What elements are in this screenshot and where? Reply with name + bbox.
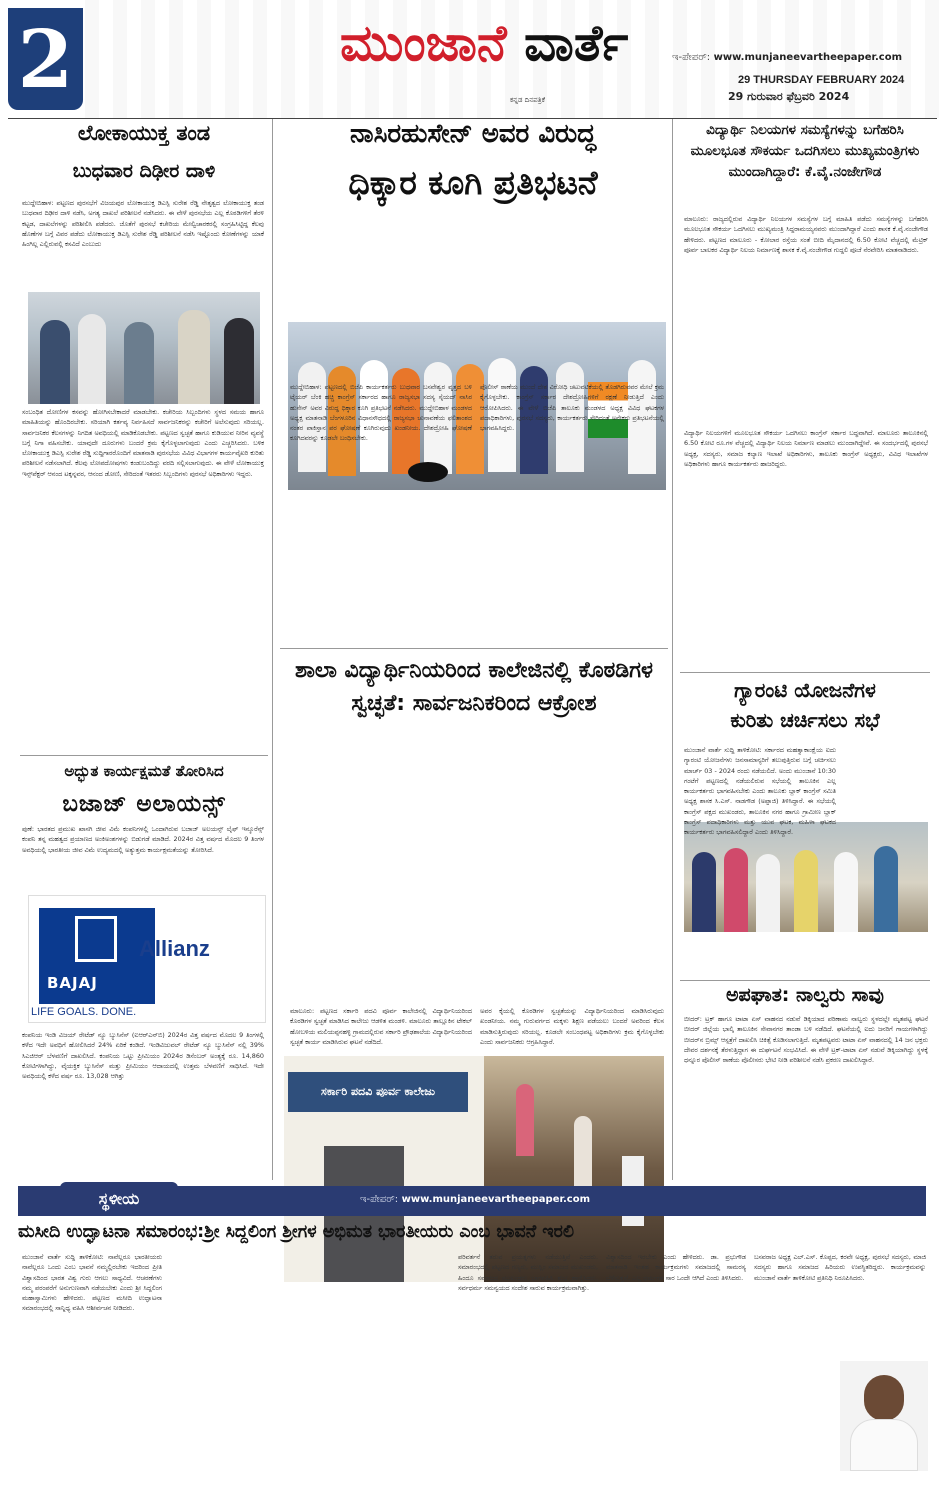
hostel-body-1: ಮಾಲೂರು: ರಾಜ್ಯದಲ್ಲಿರುವ ವಿದ್ಯಾರ್ಥಿ ನಿಲಯಗಳ ಸಮಸ್ಯೆಗಳ ಬಗ್ಗೆ ಮಾಹಿತಿ ಪಡೆದು ಸಮಸ್ಯೆಗಳನ್ನು ಬಗೆಹರಿಸಿ ಮೂಲಭೂತ ಸೌಕರ್ಯ ಒದಗಿಸಲು ಮುಖ್ಯಮಂತ್ರಿ ಸಿದ್ದರಾಮಯ್ಯನವರು ಮುಂದಾಗಿದ್ದಾರೆ ಎಂದು ಶಾಸಕ ಕೆ.ವೈ.ನಂಜೇಗೌಡ ಹೇಳಿದರು. ಪಟ್ಟಣದ ಮಾಲೂರು - ಕೋಲಾರ ರಸ್ತೆಯ ಸಂತೆ ಬೀದಿ ಮೈದಾನದಲ್ಲಿ 6.50 ಕೋಟಿ ವೆಚ್ಚದಲ್ಲಿ ಮೆಟ್ರಿಕ್ ಪೂರ್ವ ಬಾಲಕರ ವಿದ್ಯಾರ್ಥಿ ನಿಲಯ ನಿರ್ಮಾಣಕ್ಕೆ ಶಾಸಕ ಕೆ.ವೈ.ನಂಜೇಗೌಡ ಗುದ್ದಲಿ ಪೂಜೆ ನೆರವೇರಿಸಿ ಮಾತನಾಡಿದರು. [684,215,928,254]
bajaj-allianz-ad [28,895,266,1023]
lokayukta-body-2: ಸಂಬಂಧಿತ ದೋಣಿಗಳ ಕಸವನ್ನು ಹೋಗಿಸಬೇಕಾದರೆ ಮಾಡಬೇಕು. ಕಚೇರಿಯ ಸಿಬ್ಬಂದಿಗಳು ಸ್ಥಳದ ಸಮಯ ಹಾಗೂ ಮಾಹಿತಿಯನ್ನು ಹೊಂದಿರಬೇಕು. ಸರಿಯಾಗಿ ಕರ್ತವ್ಯ ನಿರ್ವಹಿಸದೆ ಸಾರ್ವಜನಿಕರನ್ನು ಕಚೇರಿಗೆ ಅಲೆಸುವುದು ಸರಿಯಲ್ಲ. ಸಾರ್ವಜನಿಕರ ಕೆಲಸಗಳನ್ನು ನಿಗದಿತ ಅವಧಿಯಲ್ಲಿ ಮಾಡಿಕೊಡಬೇಕು. ಪಟ್ಟಣದ ಸ್ವಚ್ಛತೆ ಹಾಗೂ ಕುಡಿಯುವ ನೀರಿನ ವ್ಯವಸ್ಥೆ ಬಗ್ಗೆ ನಿಗಾ ವಹಿಸಬೇಕು. ಯಾವುದೇ ದೂರುಗಳು ಬಂದರೆ ಕ್ರಮ ಕೈಗೊಳ್ಳಲಾಗುವುದು ಎಂದು ಎಚ್ಚರಿಸಿದರು. ಬಳಿಕ ಲೋಕಾಯುಕ್ತ ಡಿಎಸ್ಪಿ ಸುರೇಶ ರೆಡ್ಡಿ ಸುದ್ದಿಗಾರರೊಂದಿಗೆ ಮಾತನಾಡಿ ಪುರಸಭೆಯ ವಿವಿಧ ವಿಭಾಗಗಳ ಕಾರ್ಯವೈಖರಿ ಕುರಿತು ಪರಿಶೀಲನೆ ನಡೆಸಲಾಗಿದೆ. ಕೆಲವು ಲೋಪದೋಷಗಳು ಕಂಡುಬಂದಿದ್ದು ವರದಿ ಸಲ್ಲಿಸಲಾಗುವುದು. ಈ ವೇಳೆ ಲೋಕಾಯುಕ್ತ ಇನ್ಸ್‌ಪೆಕ್ಟರ್ ಆನಂದ ಟಕ್ಕನ್ನವರ, ಆನಂದ ಡೋಣಿ, ಸೇರಿದಂತೆ ಇತರರು ಸಿಬ್ಬಂದಿಗಳು ಪುರಸಭೆ ಅಧಿಕಾರಿಗಳು ಇದ್ದರು. [22,408,264,478]
local-section-tab: ಸ್ಥಳೀಯ [60,1182,178,1216]
nasir-headline-2: ಧಿಕ್ಕಾರ ಕೂಗಿ ಪ್ರತಿಭಟನೆ [348,163,598,202]
epaper-url[interactable]: www.munjaneevartheepaper.com [713,52,903,63]
title-red: ಮುಂಜಾನೆ [340,13,507,72]
epaper-label: ಇ-ಪೇಪರ್: [672,52,711,63]
guarantee-body: ಮುಂಜಾನೆ ವಾರ್ತೆ ಸುದ್ದಿ ತಾಳಿಕೋಟಿ: ಸರ್ಕಾರದ ಮಹತ್ವಾಕಾಂಕ್ಷೆಯ ಐದು ಗ್ಯಾರಂಟಿ ಯೋಜನೆಗಳು ಜನಸಾಮಾನ್ಯರಿಗೆ ತಲುಪುತ್ತಿರುವ ಬಗ್ಗೆ ಚರ್ಚಿಸಲು ಮಾರ್ಚ್ 03 - 2024 ರಂದು ನಡೆಯಲಿದೆ. ಅಂದು ಮುಂಜಾನೆ 10:30 ಗಂಟೆಗೆ ಪಟ್ಟಣದಲ್ಲಿ ನಡೆಯಲಿರುವ ಸಭೆಯಲ್ಲಿ ತಾಲೂಕಿನ ಎಲ್ಲ ಕಾರ್ಯಕರ್ತರು ಭಾಗವಹಿಸಬೇಕು ಎಂದು ತಾಲೂಕು ಬ್ಲಾಕ್ ಕಾಂಗ್ರೆಸ್ ಸಮಿತಿ ಅಧ್ಯಕ್ಷ ಶಾಸಕ ಸಿ.ಎಸ್. ನಾಡಗೌಡ (ಅಪ್ಪಾಜಿ) ತಿಳಿಸಿದ್ದಾರೆ. ಈ ಸಭೆಯಲ್ಲಿ ಕಾಂಗ್ರೆಸ್ ಪಕ್ಷದ ಮುಖಂಡರು, ತಾಲೂಕಿನ ನಗರ ಹಾಗೂ ಗ್ರಾಮೀಣ ಬ್ಲಾಕ್ ಕಾಂಗ್ರೆಸ್ ಪದಾಧಿಕಾರಿಗಳು ಮತ್ತು ಯುವ ಘಟಕ, ಮಹಿಳಾ ಘಟಕದ ಕಾರ್ಯಕರ್ತರು ಭಾಗವಹಿಸಲಿದ್ದಾರೆ ಎಂದು ತಿಳಿಸಿದ್ದಾರೆ. [684,746,836,836]
local-col-3: ವಿಶ್ವಾಸದಿಂದ ಇರಬೇಕು ಎಂದು ಹೇಳಿದರು. ಡಾ. ಪ್ರಭುಗೌಡ ಮಾತನಾಡಿ ಇಂತಹ ಕಾರ್ಯಕ್ರಮಗಳು ಸಮಾಜದಲ್ಲಿ ಸಾಮರಸ್ಯ ಬೆಳೆಸುತ್ತವೆ. ಎಲ್ಲ ಧರ್ಮಗಳ ಸಾರ ಒಂದೇ ಆಗಿದೆ ಎಂದು ತಿಳಿಸಿದರು. [606,1253,746,1282]
local-col-1: ಮುಂಜಾನೆ ವಾರ್ತೆ ಸುದ್ದಿ ತಾಳಿಕೋಟಿ: ನಾವೆಲ್ಲರೂ ಭಾರತೀಯರು ನಾವೆಲ್ಲರೂ ಒಂದು ಎಂಬ ಭಾವನೆ ನಮ್ಮಲ್ಲಿರಬೇಕು ಇದರಿಂದ ಪ್ರೀತಿ ವಿಶ್ವಾಸದಿಂದ ಭಾರತ ವಿಶ್ವ ಗುರು ಆಗಲು ಸಾಧ್ಯವಿದೆ. ಆಚರಣೆಗಳು ನಮ್ಮ ಪರಂಪರೆಗೆ ಅನುಗುಣವಾಗಿ ನಡೆಯಬೇಕು ಎಂದು ಶ್ರೀ ಸಿದ್ದಲಿಂಗ ಮಹಾಸ್ವಾಮಿಗಳು ಹೇಳಿದರು. ಪಟ್ಟಣದ ಮಸೀದಿ ಉದ್ಘಾಟನಾ ಸಮಾರಂಭದಲ್ಲಿ ಸಾನ್ನಿಧ್ಯ ವಹಿಸಿ ಆಶೀರ್ವಚನ ನೀಡಿದರು. [22,1253,162,1313]
hostel-body-2: ವಿದ್ಯಾರ್ಥಿ ನಿಲಯಗಳಿಗೆ ಮೂಲಭೂತ ಸೌಕರ್ಯ ಒದಗಿಸಲು ಕಾಂಗ್ರೆಸ್ ಸರ್ಕಾರ ಬದ್ಧವಾಗಿದೆ. ಮಾಲೂರು ತಾಲೂಕಿನಲ್ಲಿ 6.50 ಕೋಟಿ ರೂ.ಗಳ ವೆಚ್ಚದಲ್ಲಿ ವಿದ್ಯಾರ್ಥಿ ನಿಲಯ ನಿರ್ಮಾಣ ಮಾಡಲು ಮುಂದಾಗಿದ್ದೇವೆ. ಈ ಸಂದರ್ಭದಲ್ಲಿ ಪುರಸಭೆ ಅಧ್ಯಕ್ಷ, ಸದಸ್ಯರು, ಸಮಾಜ ಕಲ್ಯಾಣ ಇಲಾಖೆ ಅಧಿಕಾರಿಗಳು, ತಾಲೂಕು ಕಾಂಗ್ರೆಸ್ ಅಧ್ಯಕ್ಷರು, ವಿವಿಧ ಇಲಾಖೆಗಳ ಅಧಿಕಾರಿಗಳು ಹಾಗೂ ಕಾರ್ಯಕರ್ತರು ಹಾಜರಿದ್ದರು. [684,429,928,468]
guarantee-headline-1: ಗ್ಯಾರಂಟಿ ಯೋಜನೆಗಳ [734,678,876,702]
column-rule [672,118,673,1180]
nasir-body-1: ಮುದ್ದೇಬಿಹಾಳ: ಪಟ್ಟಣದಲ್ಲಿ ಬಿಜೆಪಿ ಕಾರ್ಯಕರ್ತರು ಬುಧವಾರ ಬಸವೇಶ್ವರ ವೃತ್ತದ ಬಳಿ ಟೈಯರ್ ಬೆಂಕಿ ಹಚ್ಚಿ ಕಾಂಗ್ರೆಸ್ ಸರ್ಕಾರದ ಹಾಗೂ ರಾಜ್ಯಸಭಾ ಸದಸ್ಯ ಸೈಯದ್ ನಾಸಿರ ಹುಸೇನ್ ಅವರ ವಿರುದ್ಧ ಧಿಕ್ಕಾರ ಕೂಗಿ ಪ್ರತಿಭಟನೆ ನಡೆಸಿದರು. ಮುದ್ದೇಬಿಹಾಳ ಮಂಡಳದ ಅಧ್ಯಕ್ಷ ಮಾತನಾಡಿ ಬೆಂಗಳೂರಿನ ವಿಧಾನಸೌಧದಲ್ಲಿ ರಾಜ್ಯಸಭಾ ಚುನಾವಣೆಯ ಫಲಿತಾಂಶದ ನಂತರ ಪಾಕಿಸ್ತಾನ ಪರ ಘೋಷಣೆ ಕೂಗಿರುವುದು ಖಂಡನೀಯ. ದೇಶದ್ರೋಹಿ ಘೋಷಣೆ ಕೂಗಿದವರನ್ನು ಕೂಡಲೇ ಬಂಧಿಸಬೇಕು. [290,383,472,443]
tagline: ಕನ್ನಡ ದಿನಪತ್ರಿಕೆ [510,96,546,104]
title-black: ವಾರ್ತೆ [524,13,629,72]
newspaper-title [340,13,629,72]
allianz-logo: Allianz [139,936,210,961]
local-headline: ಮಸೀದಿ ಉದ್ಘಾಟನಾ ಸಮಾರಂಭ:ಶ್ರೀ ಸಿದ್ದಲಿಂಗ ಶ್ರೀಗಳ ಅಭಿಮತ ಭಾರತೀಯರು ಎಂಬ ಭಾವನೆ ಇರಲಿ [18,1222,575,1242]
bajaj-body-1: ಪುಣೆ: ಭಾರತದ ಪ್ರಮುಖ ಖಾಸಗಿ ಜೀವ ವಿಮೆ ಕಂಪನಿಗಳಲ್ಲಿ ಒಂದಾಗಿರುವ ಬಜಾಜ್ ಅಲಯನ್ಸ್ ಲೈಫ್ ಇನ್ಶೂರೆನ್ಸ್ ಕಂಪನಿ ತನ್ನ ಮಹತ್ವದ ಪ್ರಯಾಣದ ಅಂಕಿಅಂಶಗಳನ್ನು ಬಿಡುಗಡೆ ಮಾಡಿದೆ. 2024ರ ವಿತ್ತ ವರ್ಷದ ಮೊದಲ 9 ತಿಂಗಳ ಅವಧಿಯಲ್ಲಿ ಭಾರತೀಯ ಜೀವ ವಿಮೆ ಉದ್ಯಮದಲ್ಲಿ ಅತ್ಯುತ್ತಮ ಕಾರ್ಯಕ್ಷಮತೆಯನ್ನು ತೋರಿಸಿದೆ. [22,825,264,854]
school-body-2: ಅವರ ಕೈಯಲ್ಲಿ ಕೊಠಡಿಗಳ ಸ್ವಚ್ಛತೆಯನ್ನು ವಿದ್ಯಾರ್ಥಿನಿಯರಿಂದ ಮಾಡಿಸಿರುವುದು ಖಂಡನೀಯ. ನಮ್ಮ ಗುರುವರ್ಗದ ಮಕ್ಕಳು ಶಿಕ್ಷಣ ಪಡೆಯಲು ಬಂದರೆ ಅವರಿಂದ ಕೆಲಸ ಮಾಡಿಸುತ್ತಿರುವುದು ಸರಿಯಲ್ಲ. ಕೂಡಲೇ ಸಂಬಂಧಪಟ್ಟ ಅಧಿಕಾರಿಗಳು ಕ್ರಮ ಕೈಗೊಳ್ಳಬೇಕು ಎಂದು ಸಾರ್ವಜನಿಕರು ಆಗ್ರಹಿಸಿದ್ದಾರೆ. [480,1007,664,1046]
local-col-2: ಪರಿವರ್ತನೆ ತರುವ ಪ್ರಯತ್ನಗಳು ನಡೆಯುತ್ತಿವೆ ಎಂದರು. ಸಮಾರಂಭದಲ್ಲಿ ಪಟ್ಟಣದ ಗಣ್ಯರು, ಮುಸ್ಲಿಂ ಸಮಾಜದ ಮುಖಂಡರು, ಹಿಂದೂ ಸಮಾಜದ ಮುಖಂಡರು ಭಾಗವಹಿಸಿ ಶುಭ ಹಾರೈಸಿದರು. ಸರ್ವಧರ್ಮ ಸಮನ್ವಯದ ಸಂದೇಶ ಸಾರುವ ಕಾರ್ಯಕ್ರಮವಾಗಿತ್ತು. [458,1253,598,1292]
local-epaper-url[interactable]: www.munjaneevartheepaper.com [401,1194,591,1205]
epaper-info [672,52,902,63]
bajaj-word: BAJAJ [47,974,98,992]
local-epaper-label: ಇ-ಪೇಪರ್: [360,1194,399,1205]
local-epaper-info [360,1194,590,1205]
lokayukta-headline-1: ಲೋಕಾಯುಕ್ತ ತಂಡ [77,121,211,145]
bajaj-headline-2: ಬಜಾಜ್ ಅಲಾಯನ್ಸ್ [62,791,226,817]
school-headline: ಶಾಲಾ ವಿದ್ಯಾರ್ಥಿನಿಯರಿಂದ ಕಾಲೇಜಿನಲ್ಲಿ ಕೊಠಡಿಗಳ ಸ್ವಚ್ಛತೆ: ಸಾರ್ವಜನಿಕರಿಂದ ಆಕ್ರೋಶ [295,658,653,716]
guarantee-headline-2: ಕುರಿತು ಚರ್ಚಿಸಲು ಸಭೆ [730,708,880,732]
date-english: 29 THURSDAY FEBRUARY 2024 [738,74,905,86]
guarantee-body-continued [684,857,928,977]
local-col-4: ಬಸವರಾಜ ಅಧ್ಯಕ್ಷ ಎಲ್.ಎಸ್. ಕೊಪ್ಪದ, ಕರವೇ ಅಧ್ಯಕ್ಷ, ಪುರಸಭೆ ಸದಸ್ಯರು, ಮಾಜಿ ಸದಸ್ಯರು ಹಾಗೂ ಸಮಾಜದ ಹಿರಿಯರು ಉಪಸ್ಥಿತರಿದ್ದರು. ಕಾರ್ಯಕ್ರಮವನ್ನು ಮುಂಜಾನೆ ವಾರ್ತೆ ತಾಳಿಕೋಟಿ ಪ್ರತಿನಿಧಿ ನಿರೂಪಿಸಿದರು. [754,1253,926,1282]
nasir-body-2: ಪೊಲೀಸ್ ಠಾಣೆಯ ಮುಂದೆ ದೇಶ ವಿರೋಧಿ ಚಟುವಟಿಕೆಯಲ್ಲಿ ತೊಡಗಿರುವವರ ಮೇಲೆ ಕ್ರಮ ಕೈಗೊಳ್ಳಬೇಕು. ಕಾಂಗ್ರೆಸ್ ಸರ್ಕಾರ ದೇಶದ್ರೋಹಿಗಳಿಗೆ ರಕ್ಷಣೆ ನೀಡುತ್ತಿದೆ ಎಂದು ಆರೋಪಿಸಿದರು. ಈ ವೇಳೆ ಬಿಜೆಪಿ ತಾಲೂಕು ಮಂಡಳದ ಅಧ್ಯಕ್ಷ ವಿವಿಧ ಘಟಕಗಳ ಪದಾಧಿಕಾರಿಗಳು, ಪುರಸಭೆ ಸದಸ್ಯರು, ಕಾರ್ಯಕರ್ತರು ಸೇರಿದಂತೆ ಅನೇಕರು ಪ್ರತಿಭಟನೆಯಲ್ಲಿ ಭಾಗವಹಿಸಿದ್ದರು. [480,383,664,432]
date-kannada: 29 ಗುರುವಾರ ಫೆಬ್ರವರಿ 2024 [728,90,850,103]
nasir-headline-1: ನಾಸಿರಹುಸೇನ್ ಅವರ ವಿರುದ್ಧ [349,119,597,149]
lokayukta-body-1: ಮುದ್ದೇಬಿಹಾಳ: ಪಟ್ಟಣದ ಪುರಸಭೆಗೆ ವಿಜಯಪುರ ಲೋಕಾಯುಕ್ತ ಡಿಎಸ್ಪಿ ಸುರೇಶ ರೆಡ್ಡಿ ನೇತೃತ್ವದ ಲೋಕಾಯುಕ್ತ ತಂಡ ಬುಧವಾರ ದಿಢೀರ ದಾಳಿ ನಡೆಸಿ, ಅಗತ್ಯ ದಾಖಲೆ ಪರಿಶೀಲನೆ ನಡೆಸಿದರು. ಈ ವೇಳೆ ಪುರಸಭೆಯ ಎಲ್ಲ ಕೊಠಡಿಗಳಿಗೆ ತೆರಳಿ ಕಟ್ಟಡ, ದಾಖಲೆಗಳನ್ನು ಪರಿಶೀಲಿಸಿ ಪಡೆದರು. ಜೊತೆಗೆ ಪುರಸಭೆ ಕಚೇರಿಯ ಮೇಲ್ವಿಚಾರಕರಲ್ಲಿ ಸಂಗ್ರಹಿಸಿಟ್ಟಿದ್ದ ಕೆಲವು ಹೊಣೆಗಳ ಬಗ್ಗೆ ವಿವರ ಪಡೆದು ಲೋಕಾಯುಕ್ತ ಡಿಎಸ್ಪಿ ಸುರೇಶ ರೆಡ್ಡಿ ಪರಿಶೀಲನೆ ನಡೆಸಿ ಇಷ್ಟೊಂದು ಕೋಣೆಗಳನ್ನು ಯಾಕೆ ಹಿಂಗಿಲ್ಲ ಎಲ್ಲಿರುವಲ್ಲಿ ಕಸವಿದೆ ಎಂಬುದು [22,199,264,248]
hostel-headline: ವಿದ್ಯಾರ್ಥಿ ನಿಲಯಗಳ ಸಮಸ್ಯೆಗಳನ್ನು ಬಗೆಹರಿಸಿ ಮೂಲಭೂತ ಸೌಕರ್ಯ ಒದಗಿಸಲು ಮುಖ್ಯಮಂತ್ರಿಗಳು ಮುಂದಾಗಿದ್ದಾರೆ: ಕೆ.ವೈ.ನಂಜೇಗೌಡ [690,122,920,180]
column-rule [272,118,273,1180]
lokayukta-photo [28,292,260,404]
section-rule [680,672,930,673]
section-rule [280,648,668,649]
section-rule [680,980,930,981]
accident-body: ಬೀದರ್: ಟ್ರಕ್ ಹಾಗೂ ಟಾಟಾ ಏಸ್ ವಾಹನದ ನಡುವೆ ಡಿಕ್ಕಿಯಾದ ಪರಿಣಾಮ ನಾಲ್ವರು ಸ್ಥಳದಲ್ಲೇ ಮೃತಪಟ್ಟ ಘಟನೆ ಬೀದರ್ ಜಿಲ್ಲೆಯ ಭಾಲ್ಕಿ ತಾಲೂಕಿನ ಸೇವಾನಗರ ತಾಂಡಾ ಬಳಿ ನಡೆದಿದೆ. ಘಟನೆಯಲ್ಲಿ ಐದು ಜನರಿಗೆ ಗಾಯಗಳಾಗಿದ್ದು ಬೀದರ್‌ನ ಬ್ರಿಮ್ಸ್ ಆಸ್ಪತ್ರೆಗೆ ದಾಖಲಿಸಿ ಚಿಕಿತ್ಸೆ ಕೊಡಿಸಲಾಗುತ್ತಿದೆ. ಮೃತಪಟ್ಟವರು ಟಾಟಾ ಏಸ್ ವಾಹನದಲ್ಲಿ 14 ಜನ ಭಕ್ತರು ದೇವರ ದರ್ಶನಕ್ಕೆ ತೆರಳುತ್ತಿದ್ದಾಗ ಈ ದುರ್ಘಟನೆ ಸಂಭವಿಸಿದೆ. ಈ ವೇಳೆ ಟ್ರಕ್-ಟಾಟಾ ಏಸ್ ನಡುವೆ ಡಿಕ್ಕಿಯಾಗಿದ್ದು ಸ್ಥಳಕ್ಕೆ ಧನ್ನೂರ ಪೊಲೀಸ್ ಠಾಣೆಯ ಪೊಲೀಸರು ಭೇಟಿ ನೀಡಿ ಪರಿಶೀಲನೆ ನಡೆಸಿ ಪ್ರಕರಣ ದಾಖಲಿಸಿದ್ದಾರೆ. [684,1015,928,1064]
bajaj-logo [39,908,155,1004]
local-photo-caption [170,1452,450,1484]
school-body-1: ಮಾಲೂರು: ಪಟ್ಟಣದ ಸರ್ಕಾರಿ ಪದವಿ ಪೂರ್ವ ಕಾಲೇಜಿನಲ್ಲಿ ವಿದ್ಯಾರ್ಥಿನಿಯರಿಂದ ಕೊಠಡಿಗಳ ಸ್ವಚ್ಛತೆ ಮಾಡಿಸಿದ ಕಾಲೇಜು ಆಡಳಿತ ಮಂಡಳಿ. ಮಾಲೂರು ತಾಲ್ಲೂಕಿನ ಟೇಕಲ್ ಹೋಬಳಿಯ ಮಲಿಯಪ್ಪನಹಳ್ಳಿ ಗ್ರಾಮದಲ್ಲಿರುವ ಸರ್ಕಾರಿ ಪ್ರೌಢಶಾಲೆಯ ವಿದ್ಯಾರ್ಥಿನಿಯರಿಂದ ಸ್ವಚ್ಛತೆ ಕಾರ್ಯ ಮಾಡಿಸಿರುವ ಘಟನೆ ನಡೆದಿದೆ. [290,1007,472,1046]
bajaj-body-2: ಕಂಪನಿಯ ಇಂಡಿ ವಿಜಯ್ ರೇಟೆಡ್ ನ್ಯೂ ಬ್ಯುಸಿನೆಸ್ (ಐಆರ್‌ಎನ್‌ಬಿ) 2024ರ ವಿತ್ತ ವರ್ಷದ ಮೊದಲ 9 ತಿಂಗಳಲ್ಲಿ ಕಳೆದ ಇದೇ ಅವಧಿಗೆ ಹೋಲಿಸಿದರೆ 24% ಏರಿಕೆ ಕಂಡಿದೆ. ಇಂಡಿವಿಜುವಲ್ ರೇಟೆಡ್ ನ್ಯೂ ಬ್ಯುಸಿನೆಸ್ ನಲ್ಲಿ 39% ಸಿಎಜಿಆರ್ ಬೆಳವಣಿಗೆ ದಾಖಲಿಸಿದೆ. ಕಂಪನಿಯ ಒಟ್ಟು ಪ್ರೀಮಿಯಂ 2024ರ ಡಿಸೆಂಬರ್ ಅಂತ್ಯಕ್ಕೆ ರೂ. 14,860 ಕೋಟಿಗಳಾಗಿದ್ದು, ವೈಯಕ್ತಿಕ ಬ್ಯುಸಿನೆಸ್ ಮತ್ತು ಪ್ರೀಮಿಯಂ ಆದಾಯದಲ್ಲಿ ಉತ್ತಮ ಬೆಳವಣಿಗೆ ಸಾಧಿಸಿದೆ. ಇದೇ ಅವಧಿಯಲ್ಲಿ ಕಳೆದ ವರ್ಷ ರೂ. 13,028 ಆಗಿತ್ತು [22,1031,264,1080]
page-number: 2 [8,8,83,110]
bajaj-logo-mark [75,916,117,962]
section-rule [20,755,268,756]
college-sign: ಸರ್ಕಾರಿ ಪದವಿ ಪೂರ್ವ ಕಾಲೇಜು [288,1072,468,1112]
lokayukta-headline-2: ಬುಧವಾರ ದಿಢೀರ ದಾಳಿ [72,160,216,182]
accident-headline: ಅಪಘಾತ: ನಾಲ್ವರು ಸಾವು [726,984,884,1006]
ad-slogan: LIFE GOALS. DONE. [31,1006,137,1018]
bajaj-headline-1: ಅದ್ಭುತ ಕಾರ್ಯಕ್ಷಮತೆ ತೋರಿಸಿದ [64,762,224,780]
